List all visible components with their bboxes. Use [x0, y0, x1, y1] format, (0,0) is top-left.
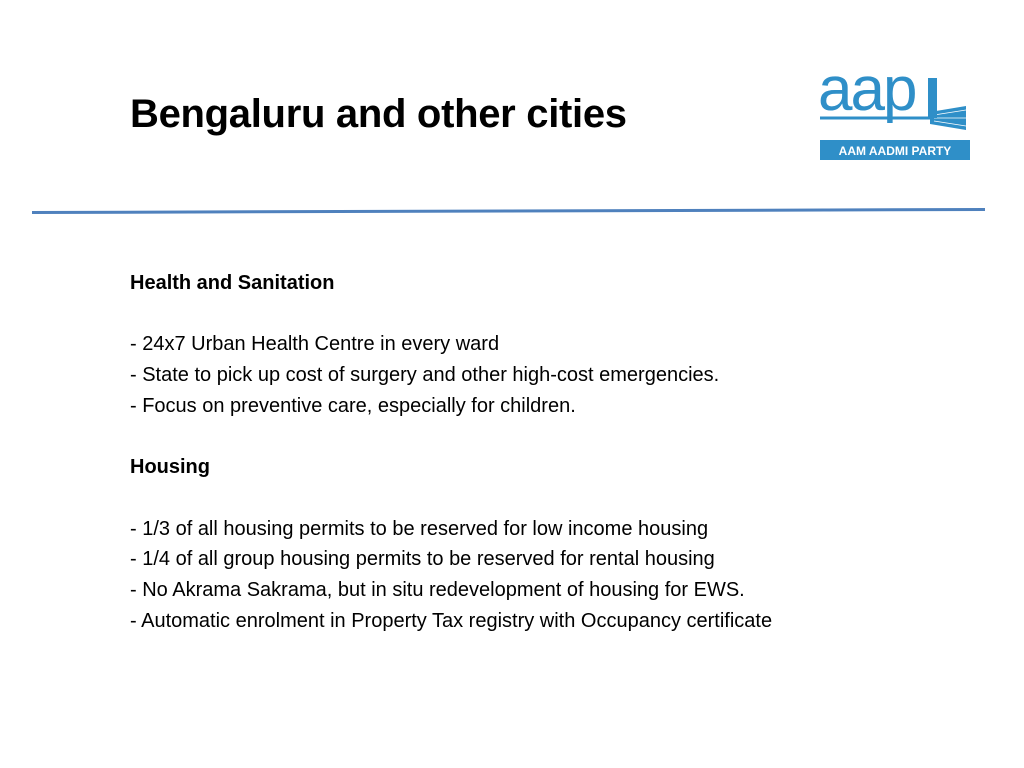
logo-tagline: AAM AADMI PARTY — [838, 144, 952, 158]
aap-logo — [816, 60, 972, 166]
list-item: - 1/3 of all housing permits to be reserved for low income housing — [130, 517, 709, 540]
title-divider — [32, 208, 985, 214]
slide-body — [130, 268, 990, 636]
section-heading-health: Health and Sanitation — [130, 272, 335, 294]
list-item: - 24x7 Urban Health Centre in every ward — [130, 333, 500, 356]
list-item: - State to pick up cost of surgery and other high-cost emergencies. — [130, 364, 720, 387]
slide-title: Bengaluru and other cities — [130, 92, 627, 136]
section-heading-housing: Housing — [130, 456, 210, 479]
list-item: - Automatic enrolment in Property Tax registry with Occupancy certificate — [130, 609, 773, 632]
list-item: - Focus on preventive care, especially for children. — [130, 394, 576, 417]
logo-wordmark: aap — [818, 60, 916, 124]
list-item: - 1/4 of all group housing permits to be reserved for rental housing — [130, 548, 715, 571]
list-item: - No Akrama Sakrama, but in situ redevelopment of housing for EWS. — [130, 578, 745, 601]
